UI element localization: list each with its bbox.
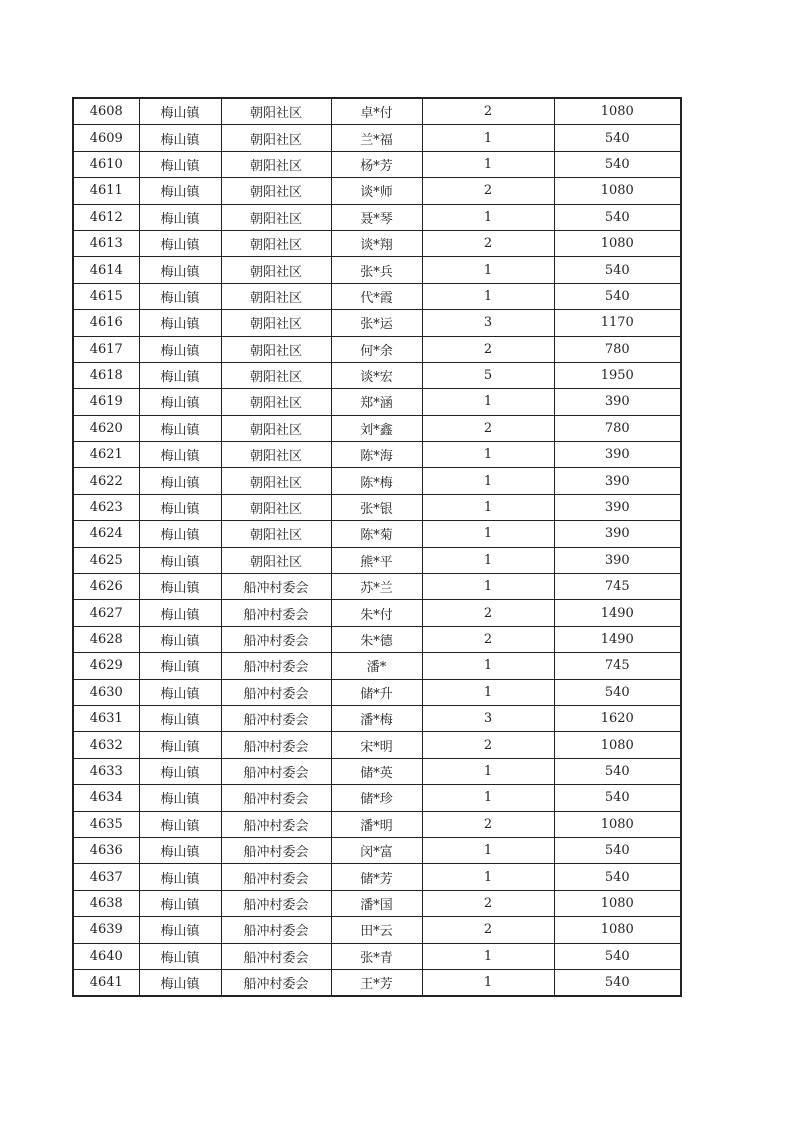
cell-count: 2 [422,626,554,652]
cell-name: 潘*国 [331,890,422,916]
table-row [73,574,681,600]
table-row [73,415,681,441]
cell-town: 梅山镇 [139,864,221,890]
cell-serial: 4616 [73,310,139,336]
cell-count: 2 [422,890,554,916]
cell-count: 1 [422,468,554,494]
table-row [73,151,681,177]
cell-village: 船冲村委会 [221,890,331,916]
table-row [73,785,681,811]
cell-name: 储*升 [331,679,422,705]
cell-count: 5 [422,362,554,388]
cell-town: 梅山镇 [139,283,221,309]
cell-town: 梅山镇 [139,389,221,415]
cell-town: 梅山镇 [139,230,221,256]
cell-village: 船冲村委会 [221,600,331,626]
table-row [73,283,681,309]
cell-name: 潘*明 [331,811,422,837]
cell-name: 闵*富 [331,837,422,863]
table-row [73,389,681,415]
cell-name: 潘* [331,653,422,679]
cell-count: 1 [422,969,554,996]
cell-town: 梅山镇 [139,574,221,600]
cell-name: 聂*琴 [331,204,422,230]
cell-count: 2 [422,98,554,125]
cell-count: 2 [422,917,554,943]
table-row [73,494,681,520]
table-row [73,890,681,916]
cell-count: 1 [422,943,554,969]
cell-village: 船冲村委会 [221,969,331,996]
cell-village: 朝阳社区 [221,257,331,283]
cell-village: 船冲村委会 [221,679,331,705]
cell-count: 1 [422,257,554,283]
cell-name: 张*兵 [331,257,422,283]
cell-serial: 4628 [73,626,139,652]
cell-name: 代*霞 [331,283,422,309]
cell-serial: 4624 [73,521,139,547]
cell-amount: 390 [554,468,681,494]
cell-amount: 1080 [554,178,681,204]
cell-town: 梅山镇 [139,494,221,520]
cell-count: 1 [422,389,554,415]
cell-village: 朝阳社区 [221,310,331,336]
cell-serial: 4612 [73,204,139,230]
cell-serial: 4617 [73,336,139,362]
cell-count: 2 [422,732,554,758]
cell-serial: 4608 [73,98,139,125]
table-row [73,521,681,547]
cell-town: 梅山镇 [139,178,221,204]
cell-village: 朝阳社区 [221,389,331,415]
cell-count: 1 [422,521,554,547]
cell-village: 船冲村委会 [221,574,331,600]
cell-name: 张*银 [331,494,422,520]
cell-amount: 1080 [554,732,681,758]
cell-village: 朝阳社区 [221,521,331,547]
cell-serial: 4631 [73,705,139,731]
cell-amount: 540 [554,283,681,309]
table-row [73,943,681,969]
cell-village: 船冲村委会 [221,811,331,837]
cell-town: 梅山镇 [139,705,221,731]
cell-name: 陈*海 [331,442,422,468]
cell-village: 朝阳社区 [221,468,331,494]
cell-town: 梅山镇 [139,943,221,969]
cell-serial: 4621 [73,442,139,468]
cell-name: 杨*芳 [331,151,422,177]
cell-village: 船冲村委会 [221,917,331,943]
cell-town: 梅山镇 [139,785,221,811]
table-row [73,679,681,705]
cell-village: 船冲村委会 [221,705,331,731]
cell-count: 1 [422,494,554,520]
cell-serial: 4618 [73,362,139,388]
cell-amount: 390 [554,521,681,547]
cell-name: 郑*涵 [331,389,422,415]
cell-serial: 4611 [73,178,139,204]
cell-town: 梅山镇 [139,626,221,652]
cell-village: 朝阳社区 [221,98,331,125]
cell-count: 2 [422,336,554,362]
cell-amount: 1490 [554,626,681,652]
cell-amount: 780 [554,415,681,441]
cell-serial: 4641 [73,969,139,996]
table-row [73,468,681,494]
cell-serial: 4625 [73,547,139,573]
data-table [72,97,682,997]
cell-town: 梅山镇 [139,890,221,916]
cell-count: 2 [422,415,554,441]
cell-village: 船冲村委会 [221,732,331,758]
cell-name: 储*英 [331,758,422,784]
cell-count: 1 [422,283,554,309]
cell-town: 梅山镇 [139,310,221,336]
table-row [73,178,681,204]
cell-serial: 4637 [73,864,139,890]
cell-serial: 4622 [73,468,139,494]
cell-name: 苏*兰 [331,574,422,600]
cell-town: 梅山镇 [139,415,221,441]
cell-serial: 4609 [73,125,139,151]
cell-amount: 540 [554,204,681,230]
cell-name: 张*青 [331,943,422,969]
cell-amount: 1080 [554,230,681,256]
cell-town: 梅山镇 [139,442,221,468]
cell-amount: 540 [554,943,681,969]
cell-town: 梅山镇 [139,204,221,230]
cell-amount: 1080 [554,917,681,943]
table-row [73,98,681,125]
cell-village: 朝阳社区 [221,415,331,441]
cell-amount: 1080 [554,890,681,916]
cell-village: 朝阳社区 [221,442,331,468]
cell-serial: 4633 [73,758,139,784]
cell-name: 张*运 [331,310,422,336]
cell-village: 朝阳社区 [221,547,331,573]
cell-count: 1 [422,547,554,573]
cell-village: 船冲村委会 [221,653,331,679]
cell-amount: 1170 [554,310,681,336]
cell-amount: 1950 [554,362,681,388]
cell-name: 朱*德 [331,626,422,652]
cell-name: 刘*鑫 [331,415,422,441]
cell-count: 1 [422,125,554,151]
cell-amount: 540 [554,125,681,151]
cell-town: 梅山镇 [139,125,221,151]
cell-name: 谈*翔 [331,230,422,256]
cell-serial: 4619 [73,389,139,415]
cell-count: 2 [422,178,554,204]
cell-serial: 4620 [73,415,139,441]
cell-serial: 4626 [73,574,139,600]
cell-village: 朝阳社区 [221,230,331,256]
cell-amount: 540 [554,837,681,863]
cell-town: 梅山镇 [139,468,221,494]
cell-amount: 745 [554,574,681,600]
cell-town: 梅山镇 [139,600,221,626]
cell-town: 梅山镇 [139,732,221,758]
cell-serial: 4615 [73,283,139,309]
cell-village: 朝阳社区 [221,494,331,520]
cell-village: 船冲村委会 [221,785,331,811]
cell-village: 船冲村委会 [221,626,331,652]
cell-village: 船冲村委会 [221,864,331,890]
cell-count: 2 [422,600,554,626]
cell-count: 2 [422,230,554,256]
table-row [73,705,681,731]
table-row [73,442,681,468]
cell-count: 1 [422,785,554,811]
cell-count: 1 [422,758,554,784]
cell-amount: 1620 [554,705,681,731]
cell-town: 梅山镇 [139,811,221,837]
cell-amount: 540 [554,969,681,996]
table-row [73,257,681,283]
cell-name: 陈*梅 [331,468,422,494]
cell-serial: 4614 [73,257,139,283]
cell-amount: 1490 [554,600,681,626]
cell-count: 1 [422,574,554,600]
cell-amount: 540 [554,864,681,890]
table-row [73,626,681,652]
cell-village: 船冲村委会 [221,943,331,969]
table-row [73,600,681,626]
cell-name: 朱*付 [331,600,422,626]
cell-amount: 745 [554,653,681,679]
cell-serial: 4613 [73,230,139,256]
cell-serial: 4627 [73,600,139,626]
cell-amount: 540 [554,758,681,784]
cell-count: 2 [422,811,554,837]
cell-amount: 390 [554,442,681,468]
cell-name: 储*芳 [331,864,422,890]
table-row [73,547,681,573]
cell-serial: 4640 [73,943,139,969]
cell-town: 梅山镇 [139,98,221,125]
cell-town: 梅山镇 [139,151,221,177]
cell-village: 朝阳社区 [221,283,331,309]
cell-town: 梅山镇 [139,257,221,283]
cell-name: 储*珍 [331,785,422,811]
cell-serial: 4639 [73,917,139,943]
cell-village: 朝阳社区 [221,204,331,230]
cell-village: 朝阳社区 [221,336,331,362]
cell-town: 梅山镇 [139,837,221,863]
cell-village: 船冲村委会 [221,837,331,863]
cell-amount: 390 [554,389,681,415]
cell-name: 谈*师 [331,178,422,204]
table-row [73,758,681,784]
cell-town: 梅山镇 [139,917,221,943]
cell-town: 梅山镇 [139,547,221,573]
table-row [73,653,681,679]
table-row [73,230,681,256]
cell-name: 王*芳 [331,969,422,996]
table-row [73,310,681,336]
table-row [73,811,681,837]
cell-serial: 4636 [73,837,139,863]
cell-town: 梅山镇 [139,653,221,679]
cell-village: 朝阳社区 [221,125,331,151]
cell-name: 田*云 [331,917,422,943]
cell-amount: 1080 [554,98,681,125]
table-row [73,362,681,388]
cell-name: 谈*宏 [331,362,422,388]
cell-count: 1 [422,151,554,177]
table-row [73,204,681,230]
cell-name: 宋*明 [331,732,422,758]
cell-serial: 4629 [73,653,139,679]
cell-serial: 4632 [73,732,139,758]
cell-name: 卓*付 [331,98,422,125]
table-row [73,917,681,943]
cell-amount: 540 [554,257,681,283]
cell-name: 何*余 [331,336,422,362]
cell-count: 1 [422,864,554,890]
cell-count: 1 [422,679,554,705]
cell-amount: 780 [554,336,681,362]
cell-count: 1 [422,442,554,468]
cell-village: 船冲村委会 [221,758,331,784]
cell-count: 1 [422,837,554,863]
cell-amount: 390 [554,547,681,573]
table-body [73,98,681,996]
cell-serial: 4635 [73,811,139,837]
table-row [73,969,681,996]
cell-serial: 4610 [73,151,139,177]
cell-count: 3 [422,310,554,336]
cell-town: 梅山镇 [139,521,221,547]
cell-village: 朝阳社区 [221,178,331,204]
cell-amount: 1080 [554,811,681,837]
cell-serial: 4638 [73,890,139,916]
table-row [73,837,681,863]
cell-count: 3 [422,705,554,731]
table-row [73,125,681,151]
cell-name: 兰*福 [331,125,422,151]
cell-amount: 540 [554,785,681,811]
cell-town: 梅山镇 [139,362,221,388]
table-row [73,336,681,362]
cell-count: 1 [422,204,554,230]
table-row [73,864,681,890]
cell-name: 陈*菊 [331,521,422,547]
cell-village: 朝阳社区 [221,151,331,177]
cell-village: 朝阳社区 [221,362,331,388]
cell-serial: 4623 [73,494,139,520]
cell-amount: 540 [554,679,681,705]
cell-town: 梅山镇 [139,679,221,705]
cell-name: 潘*梅 [331,705,422,731]
cell-serial: 4634 [73,785,139,811]
cell-count: 1 [422,653,554,679]
cell-town: 梅山镇 [139,969,221,996]
cell-town: 梅山镇 [139,336,221,362]
cell-amount: 540 [554,151,681,177]
cell-serial: 4630 [73,679,139,705]
cell-name: 熊*平 [331,547,422,573]
table-row [73,732,681,758]
cell-amount: 390 [554,494,681,520]
cell-town: 梅山镇 [139,758,221,784]
